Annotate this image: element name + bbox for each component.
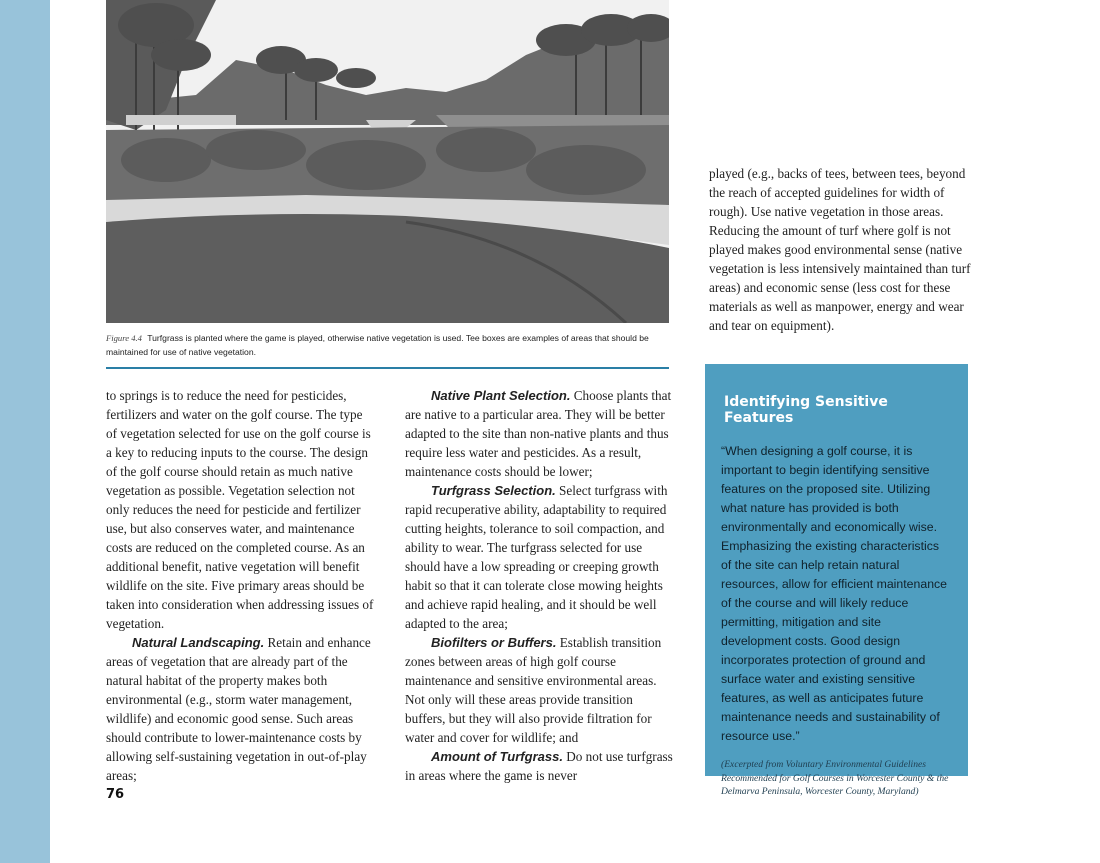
paragraph-text: Establish transition zones between areas of high golf course maintenance and sensitive environmental areas. Not only will these areas provide transition buffers, but they will also provide filtration for water and cover for wildlife; and [405, 635, 662, 745]
paragraph-text: Choose plants that are native to a particular area. They will be better adapted to the site than non-native plants and thus require less water and pesticides. As a result, maintenance costs should be lower; [405, 388, 672, 479]
sidebar-quote: “When designing a golf course, it is important to begin identifying sensitive features on the proposed site. Utilizing what nature has provided is both environmentally and economically wise. Emphasizing the existing characteristics of the site can help retain natural resources, allow for efficient maintenance of the course and will likely reduce permitting, mitigation and site development costs. Good design incorporates protection of ground and surface water and existing sensitive features, as well as anticipates future maintenance needs and sustainability of resource use.” [721, 444, 948, 743]
paragraph: played (e.g., backs of tees, between tees, beyond the reach of accepted guidelines for width of rough). Use native vegetation in those areas. Reducing the amount of turf where golf is not played makes good environmental sense (native vegetation is less intensively maintained than turf areas) and economic sense (less cost for these materials as well as manpower, energy and wear and tear on equipment). [709, 166, 971, 333]
paragraph-biofilters-buffers [405, 633, 673, 747]
paragraph-native-plant-selection [405, 386, 673, 481]
paragraph-text: Select turfgrass with rapid recuperative ability, adaptability to required cutting heights, tolerance to soil compaction, and ability to wear. The turfgrass selected for use should have a low spreading or creeping growth habit so that it can tolerate close mowing heights and achieve rapid healing, and it should be well adapted to the area; [405, 483, 668, 631]
sidebar-source-citation: (Excerpted from Voluntary Environmental Guidelines Recommended for Golf Courses in Worcester County & the Delmarva Peninsula, Worcester County, Maryland) [721, 759, 949, 797]
paragraph-text: Do not use turfgrass in areas where the game is never [405, 749, 673, 783]
figure-caption-text: Turfgrass is planted where the game is played, otherwise native vegetation is used. Tee boxes are examples of areas that should be maintained for use of native vegetation. [106, 333, 649, 357]
figure-label: Figure 4.4 [106, 333, 142, 343]
paragraph-turfgrass-selection [405, 481, 673, 633]
text-column-3 [709, 164, 977, 335]
golf-course-photo-image [106, 0, 669, 323]
paragraph-amount-of-turfgrass [405, 747, 673, 785]
sidebar-callout-box [705, 364, 968, 797]
page-number: 76 [106, 787, 125, 802]
subheading-turfgrass-selection: Turfgrass Selection. [431, 483, 556, 498]
text-column-1 [106, 386, 374, 785]
section-divider [106, 367, 669, 369]
subheading-natural-landscaping: Natural Landscaping. [132, 635, 265, 650]
sidebar-title: Identifying Sensitive Features [724, 394, 888, 426]
paragraph: to springs is to reduce the need for pesticides, fertilizers and water on the golf course. The type of vegetation selected for use on the golf course is a key to reducing inputs to the course. The design of the golf course should retain as much native vegetation as possible. Vegetation selection not only reduces the need for pesticide and fertilizer use, but also conserves water, and maintenance costs are reduced on the completed course. As an additional benefit, native vegetation will benefit wildlife on the site. Five primary areas should be taken into consideration when addressing issues of vegetation. [106, 388, 374, 631]
page-margin-strip [0, 0, 50, 863]
text-column-2 [405, 386, 673, 785]
paragraph-natural-landscaping [106, 633, 374, 785]
paragraph-text: Retain and enhance areas of vegetation that are already part of the natural habitat of the property makes both environmental (e.g., storm water management, wildlife) and economic good sense. Such areas should contribute to lower-maintenance costs by allowing self-sustaining vegetation in out-of-play areas; [106, 635, 371, 783]
subheading-native-plant-selection: Native Plant Selection. [431, 388, 571, 403]
subheading-amount-of-turfgrass: Amount of Turfgrass. [431, 749, 563, 764]
figure-caption [106, 331, 669, 359]
figure-photo [106, 0, 669, 323]
subheading-biofilters-buffers: Biofilters or Buffers. [431, 635, 557, 650]
